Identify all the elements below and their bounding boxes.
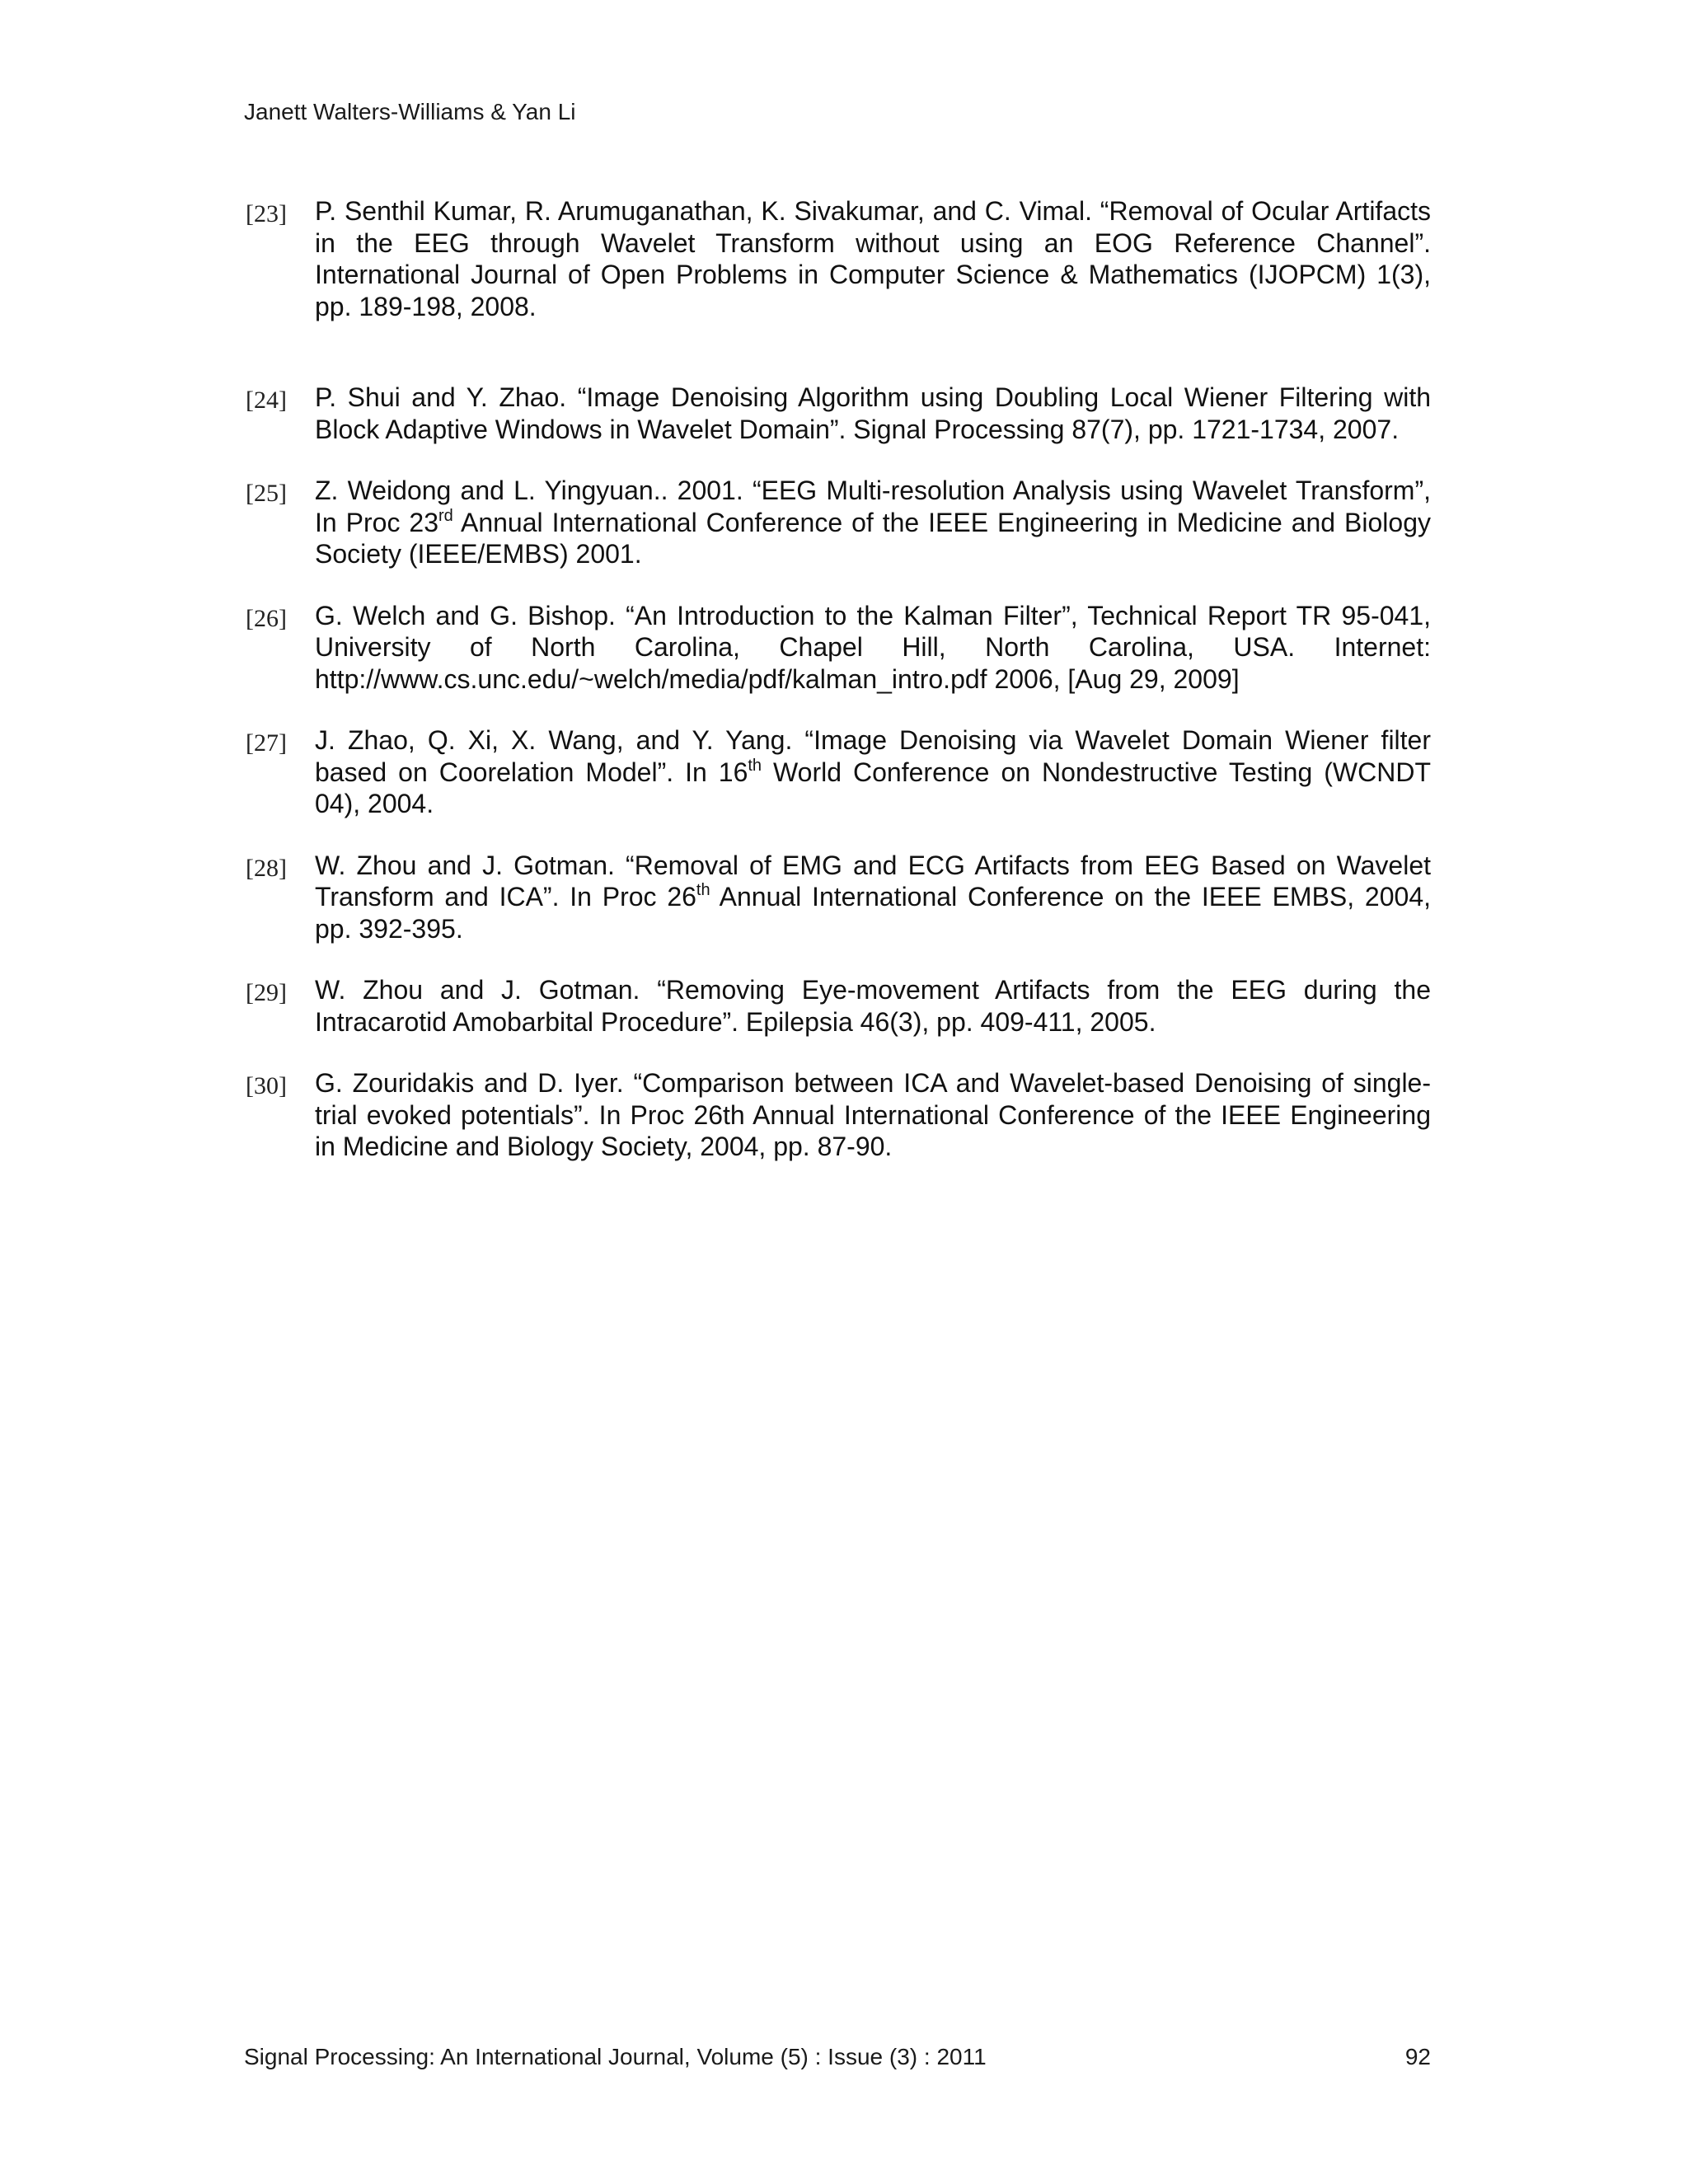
reference-26 bbox=[244, 600, 1431, 696]
reference-30 bbox=[244, 1067, 1431, 1163]
reference-number: [25] bbox=[246, 480, 287, 507]
reference-list bbox=[244, 195, 1431, 1163]
reference-25 bbox=[244, 475, 1431, 570]
reference-number: [23] bbox=[246, 200, 287, 227]
reference-number: [26] bbox=[246, 604, 287, 632]
reference-text: P. Senthil Kumar, R. Arumuganathan, K. Sivakumar, and C. Vimal. “Removal of Ocular Artifacts in the EEG through Wavelet Transform without using an EOG Reference Channel”. International Journal of Open Problems in Computer Science & Mathematics (IJOPCM) 1(3), pp. 189-198, 2008. bbox=[315, 196, 1431, 321]
reference-number: [28] bbox=[246, 854, 287, 882]
footer-journal-info: Signal Processing: An International Journal, Volume (5) : Issue (3) : 2011 bbox=[244, 2044, 987, 2069]
running-head-authors: Janett Walters-Williams & Yan Li bbox=[244, 99, 576, 124]
page-number: 92 bbox=[1404, 2044, 1431, 2069]
ordinal-superscript: th bbox=[748, 756, 762, 775]
reference-number: [29] bbox=[246, 979, 287, 1006]
reference-text: P. Shui and Y. Zhao. “Image Denoising Algorithm using Doubling Local Wiener Filtering with Block Adaptive Windows in Wavelet Domain”. Signal Processing 87(7), pp. 1721-1734, 2007. bbox=[315, 382, 1431, 444]
reference-number: [27] bbox=[246, 729, 287, 757]
reference-number: [30] bbox=[246, 1072, 287, 1099]
reference-text: Z. Weidong and L. Yingyuan.. 2001. “EEG Multi-resolution Analysis using Wavelet Transform”, In Proc 23rd Annual International Conference of the IEEE Engineering in Medicine and Biology Society (IEEE/EMBS) 2001. bbox=[315, 476, 1432, 569]
reference-29 bbox=[244, 974, 1431, 1038]
reference-27 bbox=[244, 724, 1431, 820]
reference-text: J. Zhao, Q. Xi, X. Wang, and Y. Yang. “Image Denoising via Wavelet Domain Wiener filter based on Coorelation Model”. In 16th World Conference on Nondestructive Testing (WCNDT 04), 2004. bbox=[315, 725, 1432, 818]
reference-text: W. Zhou and J. Gotman. “Removing Eye-movement Artifacts from the EEG during the Intracarotid Amobarbital Procedure”. Epilepsia 46(3), pp. 409-411, 2005. bbox=[315, 975, 1431, 1037]
ordinal-superscript: rd bbox=[438, 506, 453, 525]
reference-text: G. Zouridakis and D. Iyer. “Comparison between ICA and Wavelet-based Denoising of single-trial evoked potentials”. In Proc 26th Annual International Conference of the IEEE Engineering in Medicine and Biology Society, 2004, pp. 87-90. bbox=[315, 1068, 1431, 1161]
ordinal-superscript: th bbox=[696, 881, 710, 899]
reference-23 bbox=[244, 195, 1431, 322]
reference-number: [24] bbox=[246, 387, 287, 414]
reference-28 bbox=[244, 850, 1431, 945]
reference-text: W. Zhou and J. Gotman. “Removal of EMG and ECG Artifacts from EEG Based on Wavelet Transform and ICA”. In Proc 26th Annual International Conference on the IEEE EMBS, 2004, pp. 392-395. bbox=[315, 850, 1432, 944]
reference-24 bbox=[244, 382, 1431, 445]
reference-text: G. Welch and G. Bishop. “An Introduction to the Kalman Filter”, Technical Report TR 95-041, University of North Carolina, Chapel Hill, North Carolina, USA. Internet: http://www.cs.unc.edu/~welch/media/pdf/kalman_intro.pdf 2006, [Aug 29, 2009] bbox=[315, 600, 1431, 694]
